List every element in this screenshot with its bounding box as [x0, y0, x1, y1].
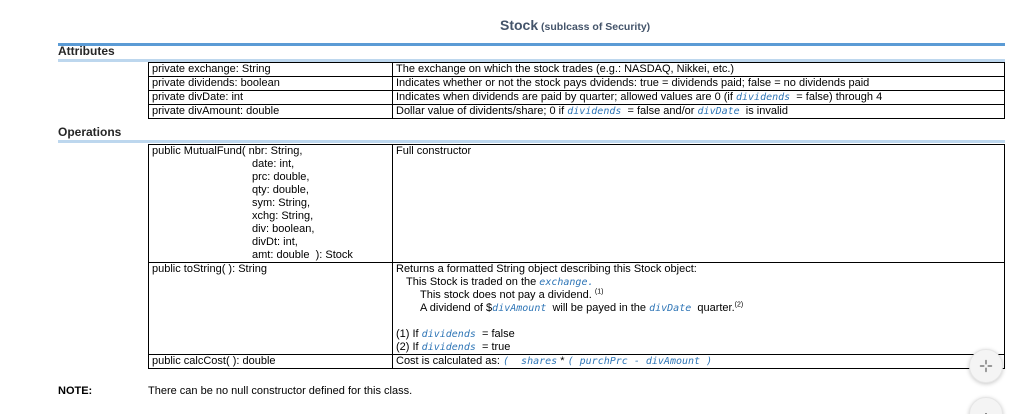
text-run: divDt: int, [252, 236, 298, 248]
code-token: dividends [567, 106, 622, 117]
text-run: Indicates when dividends are paid by quarter; allowed values are 0 (if [396, 91, 736, 103]
code-token: ( shares [503, 356, 558, 367]
text-line [152, 63, 389, 76]
text-run: will be payed in the [546, 302, 650, 314]
operations-heading-rule [58, 140, 1005, 143]
text-line [396, 355, 1001, 368]
description-cell [393, 77, 1004, 90]
code-token: exchange. [539, 277, 594, 288]
signature-cell [149, 355, 393, 368]
text-line [396, 276, 1001, 289]
class-name-title: Stock [500, 17, 539, 33]
text-run: date: int, [252, 158, 295, 170]
text-run: amt: double ): Stock [252, 249, 353, 261]
text-line [396, 289, 1001, 302]
code-token: dividends [421, 329, 476, 340]
text-run: Returns a formatted String object describing this Stock object: [396, 263, 697, 275]
text-run: is invalid [739, 105, 788, 117]
text-line [396, 145, 1001, 158]
text-line [396, 263, 1001, 276]
text-line [396, 77, 1001, 90]
signature-cell [149, 145, 393, 262]
text-run: This Stock is traded on the [406, 276, 540, 288]
code-token: divDate [697, 106, 740, 117]
description-cell [393, 355, 1004, 368]
text-line [152, 158, 389, 171]
text-run: public calcCost( ): double [152, 355, 276, 367]
signature-cell [149, 263, 393, 354]
signature-cell [149, 105, 393, 118]
description-cell [393, 263, 1004, 354]
text-run: public toString( ): String [152, 263, 267, 275]
code-token: divAmount [492, 303, 547, 314]
text-line [152, 171, 389, 184]
text-run: Full constructor [396, 145, 472, 157]
text-run: private divDate: int [152, 91, 244, 103]
title-underline-rule [58, 43, 1005, 46]
text-run: div: boolean, [252, 223, 315, 235]
text-line [396, 341, 1001, 354]
footnote-ref: (1) [594, 288, 604, 296]
class-subtitle: (sublcass of Security) [538, 21, 651, 33]
text-run: A dividend of $ [420, 302, 493, 314]
text-line [152, 263, 389, 276]
compress-view-button[interactable] [969, 349, 1003, 383]
text-line [152, 236, 389, 249]
text-run: Cost is calculated as: [396, 355, 503, 367]
text-line [396, 91, 1001, 104]
text-line [152, 210, 389, 223]
signature-cell [149, 91, 393, 104]
description-cell [393, 145, 1004, 262]
text-run: private exchange: String [152, 63, 271, 75]
operations-section-heading: Operations [58, 125, 122, 139]
text-run: sym: String, [252, 197, 311, 209]
text-run: private divAmount: double [152, 105, 280, 117]
text-line [152, 223, 389, 236]
description-cell [393, 63, 1004, 76]
text-run: (1) If [396, 328, 422, 340]
text-run: xchg: String, [252, 210, 314, 222]
text-run: = false [475, 328, 515, 340]
text-run: (2) If [396, 341, 422, 353]
text-line [396, 328, 1001, 341]
code-token: ( purchPrc - divAmount ) [567, 356, 713, 367]
table-row [149, 145, 1004, 263]
description-cell [393, 91, 1004, 104]
text-line [152, 91, 389, 104]
table-row [149, 63, 1004, 77]
signature-cell [149, 63, 393, 76]
description-cell [393, 105, 1004, 118]
scroll-down-button[interactable] [969, 397, 1003, 414]
text-line [152, 145, 389, 158]
note-text: There can be no null constructor defined for this class. [148, 385, 413, 397]
text-line [152, 105, 389, 118]
signature-cell [149, 77, 393, 90]
text-line [152, 184, 389, 197]
code-token: dividends [421, 342, 476, 353]
text-line [396, 315, 1001, 328]
text-run: public MutualFund( nbr: String, [152, 145, 303, 157]
attributes-table [148, 62, 1005, 119]
text-run: private dividends: boolean [152, 77, 280, 89]
text-run: = false) through 4 [790, 91, 883, 103]
text-run: quarter. [691, 302, 735, 314]
text-run: qty: double, [252, 184, 309, 196]
table-row [149, 263, 1004, 355]
code-token: divDate [649, 303, 692, 314]
operations-table [148, 144, 1005, 369]
text-line [152, 249, 389, 262]
text-run: Dollar value of dividents/share; 0 if [396, 105, 568, 117]
table-row [149, 355, 1004, 368]
text-run: This stock does not pay a dividend. [420, 289, 595, 301]
table-row [149, 91, 1004, 105]
text-line [396, 302, 1001, 315]
text-line [152, 197, 389, 210]
text-run: * [557, 355, 568, 367]
code-token: dividends [735, 92, 791, 103]
note-label: NOTE: [58, 385, 93, 397]
text-line [396, 63, 1001, 76]
text-line [396, 105, 1001, 118]
text-run: = true [475, 341, 511, 353]
text-line [152, 77, 389, 90]
text-run: Indicates whether or not the stock pays dvidends: true = dividends paid; false = no dividends paid [396, 77, 870, 89]
compress-arrows-icon [978, 358, 994, 374]
text-run: prc: double, [252, 171, 310, 183]
text-line [152, 355, 389, 368]
attributes-section-heading: Attributes [58, 44, 115, 58]
text-run: The exchange on which the stock trades (e.g.: NASDAQ, Nikkei, etc.) [396, 63, 735, 75]
table-row [149, 105, 1004, 118]
footnote-ref: (2) [734, 301, 744, 309]
table-row [149, 77, 1004, 91]
page-title [500, 17, 650, 35]
text-run: = false and/or [621, 105, 698, 117]
